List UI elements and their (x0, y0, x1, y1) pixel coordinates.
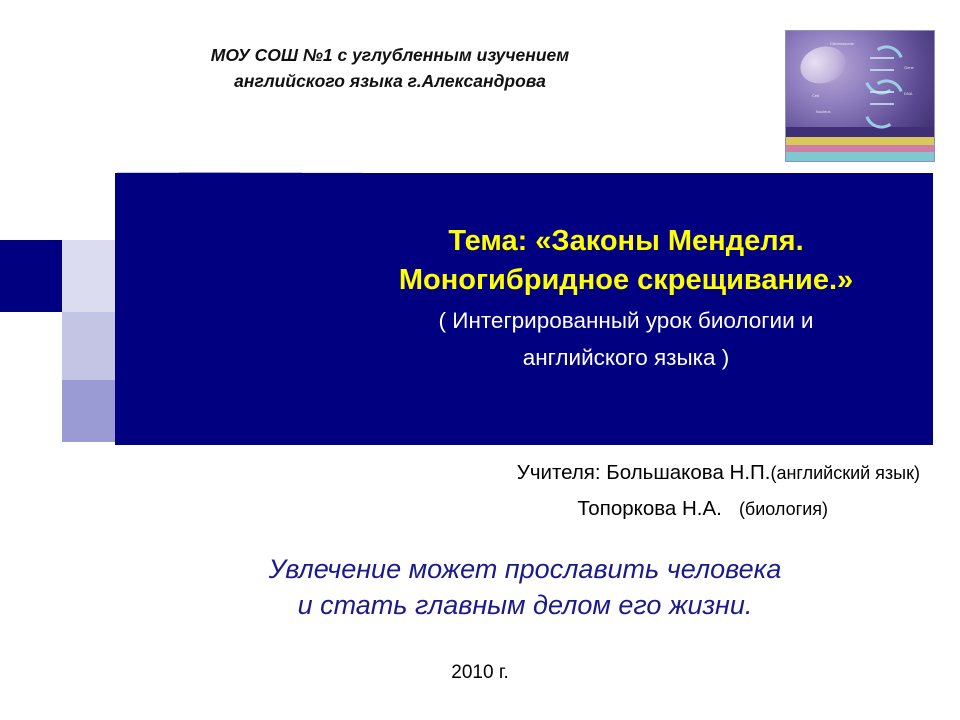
deco-block (0, 240, 62, 312)
author-row-2 (300, 491, 920, 527)
title-main-line-2: Моногибридное скрещивание.» (398, 264, 854, 297)
title-main-line-1: Тема: «Законы Менделя. (448, 225, 804, 257)
author-2-subject: (биология) (738, 498, 828, 519)
dna-rung (870, 91, 894, 93)
motto-line-1: Увлечение может прославить человека (268, 554, 782, 584)
year-label: 2010 г. (451, 662, 509, 683)
authors-block (300, 455, 920, 527)
deco-block (62, 380, 117, 442)
dna-rung (870, 103, 894, 105)
dna-label-cell: Cell (812, 93, 819, 98)
school-header-line-2: английского языка г.Александрова (234, 71, 546, 92)
motto-block (130, 552, 920, 624)
dna-band-3 (786, 145, 934, 152)
school-header (110, 42, 670, 95)
author-1-subject: (английский язык) (770, 463, 920, 483)
author-row-1 (300, 455, 920, 491)
school-header-line-1: МОУ СОШ №1 с углубленным изучением (210, 45, 570, 65)
moon-shape (796, 41, 851, 89)
deco-block (62, 240, 117, 312)
dna-label-chromosome: Chromosome (830, 41, 855, 46)
title-sub-line-2: английского языка ) (522, 344, 730, 370)
motto-line-2: и стать главным делом его жизни. (297, 589, 753, 620)
dna-rung (870, 57, 894, 59)
dna-rung (870, 69, 894, 71)
dna-band-4 (786, 152, 934, 161)
title-sub-line-1: ( Интегрированный урок биологии и (438, 308, 814, 334)
title-block (330, 222, 922, 373)
dna-label-nucleus: Nucleus (816, 109, 831, 114)
dna-illustration-image (785, 30, 935, 162)
deco-block (62, 312, 117, 380)
dna-label-gene: Gene (904, 65, 914, 70)
dna-label-dna: DNA (904, 91, 913, 96)
author-1-name: Учителя: Большакова Н.П. (516, 461, 771, 484)
dna-band-2 (786, 137, 934, 145)
author-2-name: Топоркова Н.А. (577, 496, 722, 520)
